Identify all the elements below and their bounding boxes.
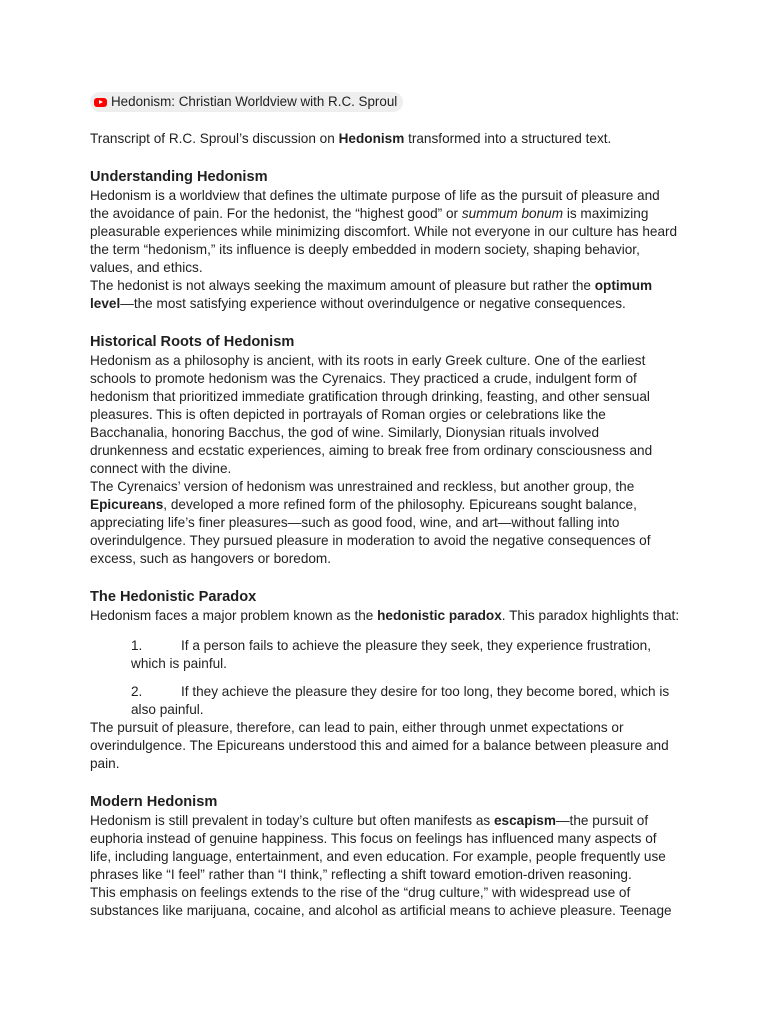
list-item — [131, 637, 680, 673]
paragraph — [90, 607, 680, 625]
italic-term: summum bonum — [461, 206, 564, 221]
list-item — [131, 683, 680, 719]
section-heading-historical: Historical Roots of Hedonism — [90, 334, 295, 350]
paragraph — [90, 478, 680, 568]
text: Hedonism faces a major problem known as the — [90, 608, 378, 623]
paragraph: The pursuit of pleasure, therefore, can lead to pain, either through unmet expectations or overindulgence. The Epicureans understood this and aimed for a balance between pleasure and pain. — [90, 720, 669, 771]
list-text: If a person fails to achieve the pleasure they seek, they experience frustration, which is painful. — [131, 638, 652, 671]
intro-text-end: transformed into a structured text. — [404, 131, 612, 146]
bold-term: Epicureans — [90, 497, 164, 512]
paragraph — [90, 187, 680, 277]
text: The Cyrenaics’ version of hedonism was unrestrained and reckless, but another group, the — [90, 479, 635, 494]
section-heading-understanding: Understanding Hedonism — [90, 169, 268, 185]
paradox-list — [90, 637, 680, 719]
text: , developed a more refined form of the philosophy. Epicureans sought balance, appreciating life’s finer pleasures—such as good food, wine, and art—without falling into overindulgence. They pursued pleasure in moderation to avoid the negative consequences of excess, such as hangovers or boredom. — [90, 497, 651, 566]
list-number: 1. — [131, 638, 143, 653]
document-body — [90, 130, 680, 920]
bold-term: optimum level — [90, 278, 653, 311]
video-link-label: Hedonism: Christian Worldview with R.C. Sproul — [111, 94, 398, 109]
section-heading-modern: Modern Hedonism — [90, 794, 218, 810]
youtube-icon — [94, 98, 107, 107]
intro-bold: Hedonism — [338, 131, 405, 146]
text: is maximizing pleasurable experiences while minimizing discomfort. While not everyone in our culture has heard the term “hedonism,” its influence is deeply embedded in modern society, shaping behavior, values, and ethics. — [90, 206, 678, 275]
bold-term: escapism — [493, 813, 556, 828]
list-text: If they achieve the pleasure they desire for too long, they become bored, which is also painful. — [131, 684, 670, 717]
text: . This paradox highlights that: — [501, 608, 680, 623]
bold-term: hedonistic paradox — [377, 608, 502, 623]
intro-text: Transcript of R.C. Sproul’s discussion on — [90, 131, 339, 146]
paragraph — [90, 277, 680, 313]
intro-paragraph — [90, 130, 680, 148]
section-heading-paradox: The Hedonistic Paradox — [90, 589, 257, 605]
text: The hedonist is not always seeking the maximum amount of pleasure but rather the — [90, 278, 595, 293]
text: Hedonism is still prevalent in today’s culture but often manifests as — [90, 813, 494, 828]
text: Hedonism is a worldview that defines the ultimate purpose of life as the pursuit of pleasure and the avoidance of pain. For the hedonist, the “highest good” or — [90, 188, 660, 221]
list-number: 2. — [131, 684, 143, 699]
text: —the most satisfying experience without overindulgence or negative consequences. — [120, 296, 626, 311]
paragraph: This emphasis on feelings extends to the rise of the “drug culture,” with widespread use of substances like marijuana, cocaine, and alcohol as artificial means to achieve pleasure. Teenage — [90, 885, 672, 918]
video-link-chip[interactable] — [90, 92, 403, 112]
paragraph: Hedonism as a philosophy is ancient, with its roots in early Greek culture. One of the earliest schools to promote hedonism was the Cyrenaics. They practiced a crude, indulgent form of hedonism that prioritized immediate gratification through drinking, feasting, and other sensual pleasures. This is often depicted in portrayals of Roman orgies or celebrations like the Bacchanalia, honoring Bacchus, the god of wine. Similarly, Dionysian rituals involved drunkenness and ecstatic experiences, aiming to break free from ordinary consciousness and connect with the divine. — [90, 353, 653, 476]
paragraph — [90, 812, 680, 884]
text: —the pursuit of euphoria instead of genuine happiness. This focus on feelings has influenced many aspects of life, including language, entertainment, and even education. For example, people frequently use phrases like “I feel” rather than “I think,” reflecting a shift toward emotion-driven reasoning. — [90, 813, 666, 882]
